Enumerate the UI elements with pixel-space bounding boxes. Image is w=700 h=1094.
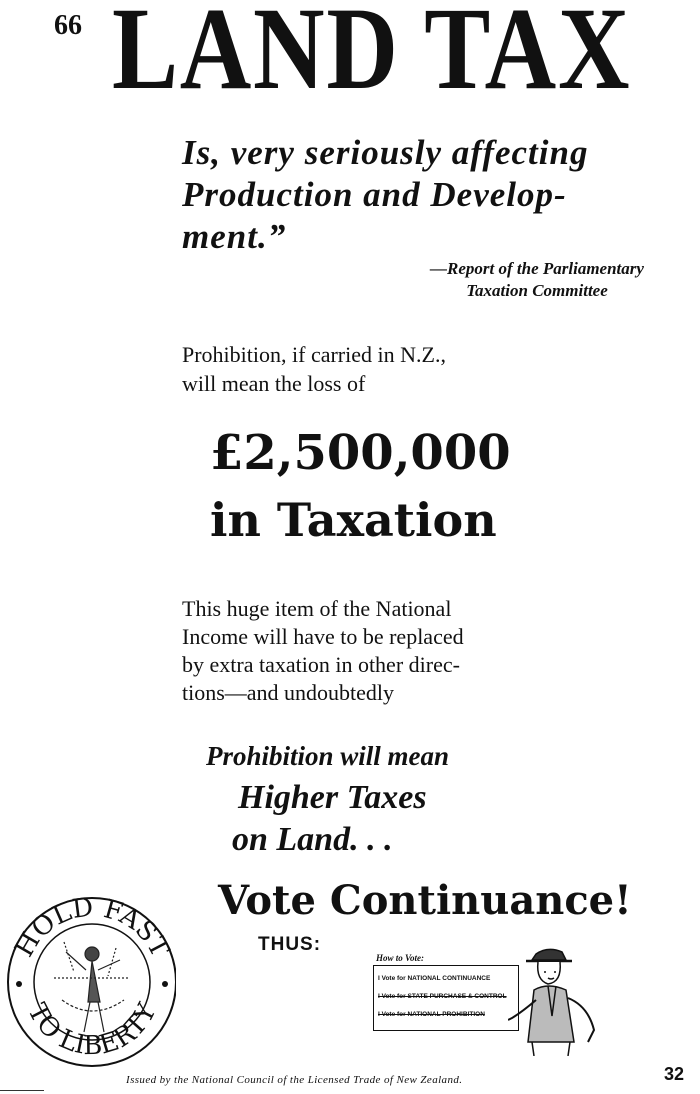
headline-quote-mark: 66 (54, 10, 82, 41)
issuer-footer: Issued by the National Council of the Licensed Trade of New Zealand. (126, 1074, 463, 1086)
thus-label: THUS: (258, 934, 322, 955)
conclusion-line-2: Higher Taxes (238, 779, 427, 816)
paragraph-line: Prohibition, if carried in N.Z., (182, 342, 446, 367)
conclusion-line-1: Prohibition will mean (206, 741, 450, 771)
paragraph-line: tions—and undoubtedly (182, 680, 395, 705)
tax-loss-amount: £2,500,000 (210, 425, 511, 481)
ballot-line-prohibition: I Vote for NATIONAL PROHIBITION (378, 1011, 485, 1018)
hold-fast-to-liberty-seal (4, 882, 176, 1072)
quote-line: Is, very seriously affecting (182, 133, 589, 172)
sample-ballot (368, 950, 518, 1032)
quote-line: ment.” (182, 217, 287, 256)
prohibition-paragraph (182, 340, 612, 398)
ballot-title: How to Vote: (376, 953, 425, 963)
conclusion-line-3: on Land. . . (232, 821, 393, 858)
seal-bottom-text: TO LIBERTY (21, 998, 163, 1062)
vote-continuance-heading: Vote Continuance! (218, 877, 632, 924)
committee-quote (182, 132, 672, 258)
paragraph-line: This huge item of the National (182, 596, 452, 621)
paragraph-line: Income will have to be replaced (182, 624, 464, 649)
headline-title: LAND TAX (112, 0, 632, 114)
ballot-box (373, 965, 519, 1031)
ballot-line-state-purchase: I Vote for STATE PURCHASE & CONTROL (378, 993, 507, 1000)
footer-rule (0, 1090, 44, 1091)
ballot-line-continuance: I Vote for NATIONAL CONTINUANCE (378, 975, 491, 982)
paragraph-line: will mean the loss of (182, 371, 366, 396)
paragraph-line: by extra taxation in other direc- (182, 652, 460, 677)
liberty-figure-icon (54, 942, 130, 1032)
source-line: Taxation Committee (466, 281, 608, 300)
page-number: 32 (664, 1064, 685, 1084)
seal-top-text: HOLD FAST (9, 892, 175, 963)
quote-source (392, 258, 682, 302)
source-line: —Report of the Parliamentary (430, 259, 644, 278)
tax-loss-caption: in Taxation (210, 493, 497, 547)
quote-line: Production and Develop- (182, 175, 567, 214)
pointing-man-illustration (508, 946, 600, 1056)
replacement-paragraph (182, 595, 542, 707)
